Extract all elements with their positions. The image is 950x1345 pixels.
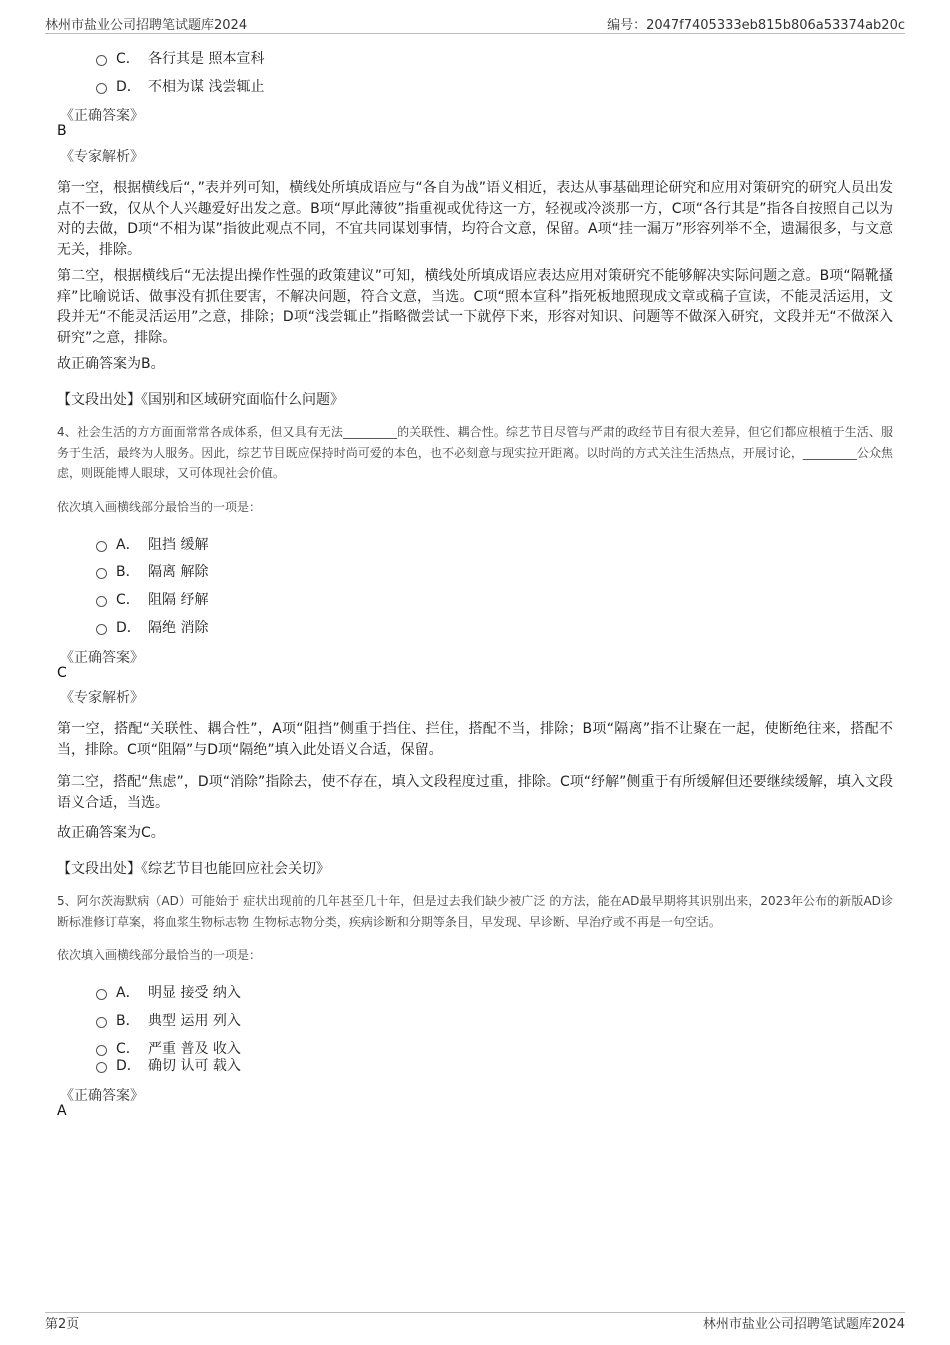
q3-conclusion: 故正确答案为B。 (57, 356, 165, 372)
option-text: 隔离 解除 (148, 564, 209, 580)
q3-analysis-heading: 《专家解析》 (60, 149, 144, 165)
option-text: 确切 认可 载入 (148, 1058, 241, 1074)
q5-prompt: 依次填入画横线部分最恰当的一项是： (57, 948, 262, 962)
q5-option-a[interactable] (96, 982, 241, 1002)
option-label: B． (116, 564, 140, 580)
q5-option-d[interactable] (96, 1055, 241, 1075)
q5-answer: A (57, 1103, 67, 1119)
q4-analysis-para-1: 第一空，搭配“关联性、耦合性”，A项“阻挡”侧重于挡住、拦住，搭配不当，排除；B项“隔离”指不让聚在一起，使断绝往来，搭配不当，排除。C项“阻隔”与D项“隔绝”填入此处语义合适，保留。 (57, 721, 893, 758)
option-label: D． (116, 620, 141, 636)
option-label: C． (116, 51, 140, 67)
header-divider (45, 33, 905, 34)
option-text: 典型 运用 列入 (148, 1013, 241, 1029)
q4-option-c[interactable] (96, 589, 208, 609)
option-label: D． (116, 79, 141, 95)
q4-source: 【文段出处】《综艺节目也能回应社会关切》 (57, 861, 330, 877)
footer-title: 林州市盐业公司招聘笔试题库2024 (702, 1317, 905, 1332)
radio-icon[interactable] (96, 1045, 107, 1056)
option-text: 不相为谋 浅尝辄止 (148, 79, 265, 95)
option-label: A． (116, 985, 140, 1001)
option-text: 明显 接受 纳入 (148, 985, 241, 1001)
q5-option-b[interactable] (96, 1010, 241, 1030)
q3-option-d[interactable] (96, 76, 264, 96)
q4-answer: C (57, 665, 67, 681)
radio-icon[interactable] (96, 1062, 107, 1073)
q4-prompt: 依次填入画横线部分最恰当的一项是： (57, 500, 262, 514)
radio-icon[interactable] (96, 83, 107, 94)
header-title: 林州市盐业公司招聘笔试题库2024 (45, 18, 248, 33)
q3-analysis-para-2: 第二空，根据横线后“无法提出操作性强的政策建议”可知，横线处所填成语应表达应用对策研究不能够解决实际问题之意。B项“隔靴搔痒”比喻说话、做事没有抓住要害，不解决问题，符合文意，当选。C项“照本宣科”指死板地照现成文章或稿子宣读，不能灵活运用，文段并无“不能灵活运用”之意，排除；D项“浅尝辄止”指略微尝试一下就停下来，形容对知识、问题等不做深入研究，文段并无“不做深入研究”之意，排除。 (57, 268, 893, 346)
option-text: 阻隔 纾解 (148, 592, 209, 608)
q4-answer-heading: 《正确答案》 (60, 650, 144, 666)
document-serial: 编号：2047f7405333eb815b806a53374ab20c (607, 18, 905, 33)
radio-icon[interactable] (96, 1017, 107, 1028)
option-label: C． (116, 1041, 140, 1057)
option-text: 阻挡 缓解 (148, 537, 209, 553)
q4-option-b[interactable] (96, 561, 208, 581)
radio-icon[interactable] (96, 541, 107, 552)
q3-option-c[interactable] (96, 48, 264, 68)
radio-icon[interactable] (96, 568, 107, 579)
radio-icon[interactable] (96, 55, 107, 66)
q4-conclusion: 故正确答案为C。 (57, 825, 165, 841)
q4-question: 4、社会生活的方方面面常常各成体系，但又具有无法_________的关联性、耦合性。综艺节目尽管与严肃的政经节目有很大差异，但它们都应根植于生活、服务于生活，最终为人服务。因此，综艺节目既应保持时尚可爱的本色，也不必刻意与现实拉开距离。以时尚的方式关注生活热点，开展讨论，_________公众焦虑，则既能博人眼球，又可体现社会价值。 (57, 425, 893, 480)
option-label: A． (116, 537, 140, 553)
q3-analysis-para-1: 第一空，根据横线后“，”表并列可知，横线处所填成语应与“各自为战”语义相近，表达从事基础理论研究和应用对策研究的研究人员出发点不一致，仅从个人兴趣爱好出发之意。B项“厚此薄彼”指重视或优待这一方，轻视或冷淡那一方，C项“各行其是”指各自按照自己以为对的去做，D项“不相为谋”指彼此观点不同，不宜共同谋划事情，均符合文意，保留。A项“挂一漏万”形容列举不全，遗漏很多，与文意无关，排除。 (57, 180, 893, 258)
q5-answer-heading: 《正确答案》 (60, 1088, 144, 1104)
option-text: 隔绝 消除 (148, 620, 209, 636)
q4-analysis-para-2: 第二空，搭配“焦虑”，D项“消除”指除去，使不存在，填入文段程度过重，排除。C项“纾解”侧重于有所缓解但还要继续缓解，填入文段语义合适，当选。 (57, 774, 893, 811)
q3-answer-heading: 《正确答案》 (60, 108, 144, 124)
option-label: C． (116, 592, 140, 608)
q4-option-a[interactable] (96, 534, 208, 554)
q3-answer: B (57, 123, 67, 139)
q3-source: 【文段出处】《国别和区域研究面临什么问题》 (57, 392, 344, 408)
option-text: 各行其是 照本宣科 (148, 51, 265, 67)
q5-question: 5、阿尔茨海默病（AD）可能始于 症状出现前的几年甚至几十年，但是过去我们缺少被广泛 的方法，能在AD最早期将其识别出来，2023年公布的新版AD诊断标准修订草案，将血浆生物标志物 生物标志物分类，疾病诊断和分期等条目，早发现、早诊断、早治疗或不再是一句空话。 (57, 894, 893, 929)
radio-icon[interactable] (96, 989, 107, 1000)
option-text: 严重 普及 收入 (148, 1041, 241, 1057)
q4-option-d[interactable] (96, 617, 208, 637)
radio-icon[interactable] (96, 624, 107, 635)
option-label: B． (116, 1013, 140, 1029)
page-number: 第2页 (45, 1317, 80, 1332)
radio-icon[interactable] (96, 596, 107, 607)
q4-analysis-heading: 《专家解析》 (60, 690, 144, 706)
option-label: D． (116, 1058, 141, 1074)
